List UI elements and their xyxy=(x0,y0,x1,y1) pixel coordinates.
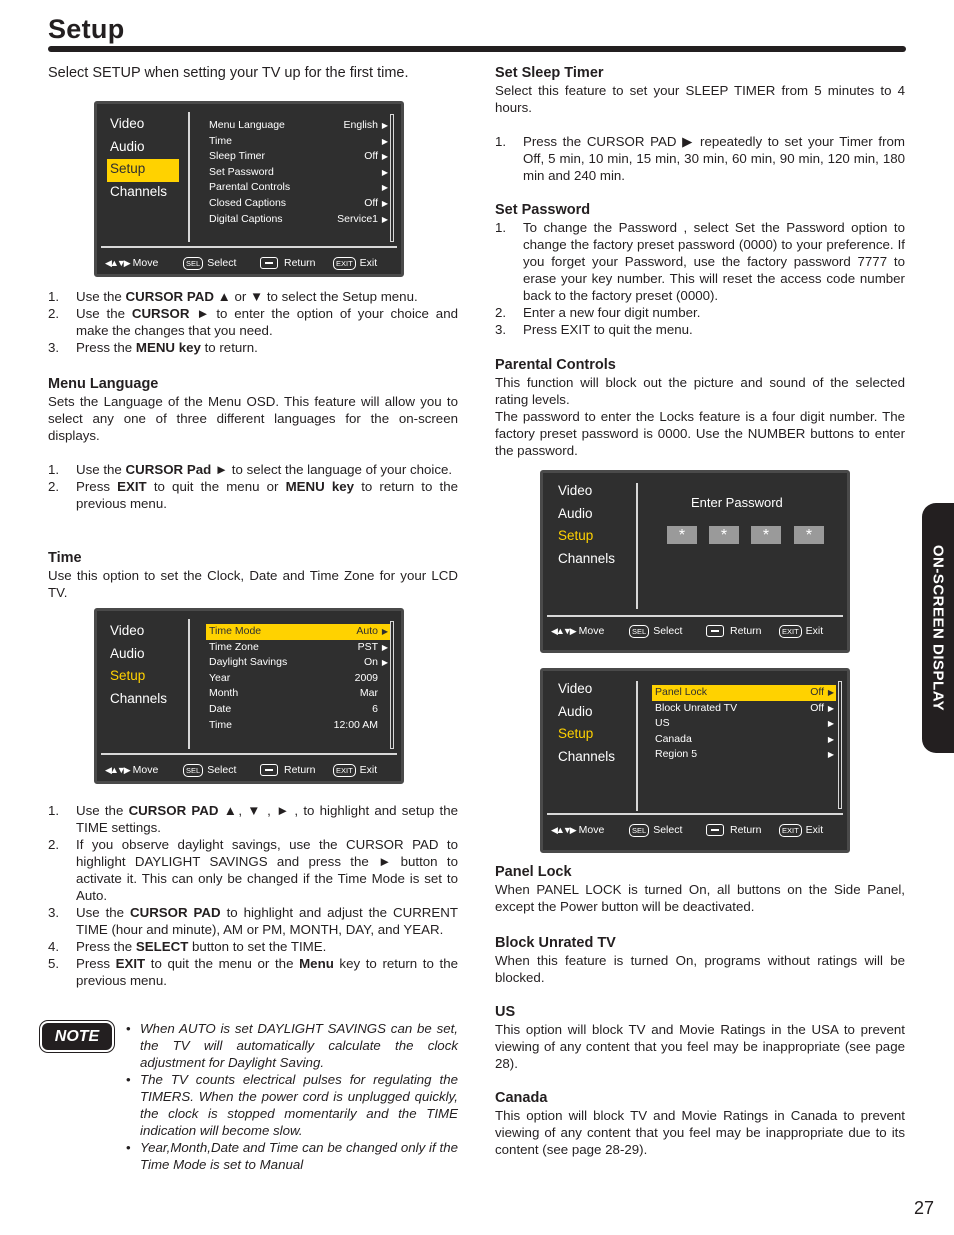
cursor-pad-icon: ◀▲▼▶ xyxy=(551,626,575,637)
osd-footer xyxy=(103,255,395,271)
select-label: Select xyxy=(653,824,683,836)
right-arrow-icon: ▶ xyxy=(381,658,388,668)
step-text: to select the language of your choice. xyxy=(228,462,453,477)
step-number: 1. xyxy=(48,803,60,818)
osd-item-value: Mar xyxy=(359,687,378,700)
osd-item-label: Parental Controls xyxy=(209,181,291,194)
osd-menu-item[interactable] xyxy=(206,702,390,718)
step-item xyxy=(48,339,458,356)
note-bullet-text: When AUTO is set DAYLIGHT SAVINGS can be set, the TV will automatically calculate the clock adjustment for Daylight Saving. xyxy=(140,1021,458,1070)
osd-category-selected[interactable]: Setup xyxy=(107,159,179,182)
osd-category-selected[interactable]: Setup xyxy=(558,726,594,741)
exit-key-icon: EXIT xyxy=(333,257,356,270)
osd-footer-return xyxy=(260,255,316,271)
enter-password-prompt: Enter Password xyxy=(691,495,783,510)
note-bullet: • Year,Month,Date and Time can be changed only if the Time Mode is set to Manual xyxy=(126,1140,458,1172)
exit-key-icon: EXIT xyxy=(779,824,802,837)
note-bullet: • The TV counts electrical pulses for regulating the TIMERS. When the power cord is unplugged quickly, the clock is stopped momentarily and the TIME indication will become slow. xyxy=(126,1072,458,1138)
right-arrow-icon: ▶ xyxy=(381,627,388,636)
step-text: to return to the previous menu. xyxy=(76,479,459,511)
note-badge: NOTE xyxy=(42,1023,112,1050)
step-text: button to set the TIME. xyxy=(188,939,327,954)
osd-categories xyxy=(107,621,179,711)
panel-lock-section xyxy=(495,863,905,915)
osd-item-value: Off xyxy=(364,196,378,209)
osd-menu-item[interactable] xyxy=(652,701,836,717)
osd-menu-item[interactable] xyxy=(206,118,390,134)
osd-item-label: Set Password xyxy=(209,165,274,178)
osd-item-value: English xyxy=(343,119,378,131)
step-text: , ▼ , ► , to highlight and setup the TIME settings. xyxy=(76,803,458,835)
exit-label: Exit xyxy=(359,764,378,776)
return-key-icon xyxy=(706,625,724,637)
osd-menu-item[interactable] xyxy=(206,165,390,181)
right-arrow-icon: ▶ xyxy=(827,688,834,697)
osd-item-label: Panel Lock xyxy=(655,686,707,698)
step-text: to highlight and adjust the CURRENT TIME (hour and minute), AM or PM, MONTH, DAY, and YEAR. xyxy=(76,905,458,937)
return-key-icon xyxy=(260,764,278,776)
osd-item-label: Date xyxy=(209,702,232,715)
osd-item-value: 6 xyxy=(372,702,378,715)
osd-footer-move xyxy=(551,822,604,838)
step-number: 4. xyxy=(48,939,60,954)
osd-footer-select xyxy=(183,762,236,778)
osd-menu-item[interactable] xyxy=(206,718,390,734)
return-label: Return xyxy=(730,625,762,637)
osd-footer-divider xyxy=(547,813,843,815)
osd-item-label: Daylight Savings xyxy=(209,656,288,669)
osd-item-label: US xyxy=(655,717,670,730)
step-item xyxy=(48,305,458,339)
step-text: Use the xyxy=(76,803,129,818)
step-emphasis: CURSOR Pad ► xyxy=(125,462,229,477)
panel-lock-heading: Panel Lock xyxy=(495,864,572,880)
exit-key-icon: EXIT xyxy=(333,764,356,777)
osd-item-value: Service1 xyxy=(337,212,378,225)
password-digit-1[interactable]: * xyxy=(667,526,697,544)
right-arrow-icon: ▶ xyxy=(381,167,388,177)
return-label: Return xyxy=(284,257,316,269)
osd-footer-move xyxy=(105,762,158,778)
step-number: 2. xyxy=(495,305,507,320)
osd-item-label: Time xyxy=(209,134,232,147)
osd-password-menu xyxy=(540,470,850,653)
osd-category[interactable]: Channels xyxy=(558,550,616,566)
osd-menu-item[interactable] xyxy=(206,686,390,702)
osd-menu-item[interactable] xyxy=(206,149,390,165)
exit-label: Exit xyxy=(805,625,824,637)
osd-menu-item[interactable] xyxy=(652,747,836,763)
step-text: Use the xyxy=(76,462,126,477)
osd-category[interactable]: Video xyxy=(558,681,593,696)
section-side-tab xyxy=(922,503,954,753)
osd-footer-select xyxy=(183,255,236,271)
osd-menu-item[interactable] xyxy=(206,134,390,150)
note-bullets xyxy=(124,1020,458,1173)
note-bullet: • When AUTO is set DAYLIGHT SAVINGS can be set, the TV will automatically calculate the clock adjustment for Daylight Saving. xyxy=(126,1021,458,1070)
side-tab-label: ON-SCREEN DISPLAY xyxy=(929,544,947,712)
osd-items xyxy=(652,685,836,763)
cursor-pad-icon: ◀▲▼▶ xyxy=(551,825,575,836)
osd-footer-exit xyxy=(779,623,823,639)
osd-footer-move xyxy=(105,255,158,271)
sleep-timer-body: Select this feature to set your SLEEP TIMER from 5 minutes to 4 hours. xyxy=(495,83,905,115)
step-item xyxy=(48,955,458,989)
cursor-pad-icon: ◀▲▼▶ xyxy=(105,258,129,269)
osd-footer-return xyxy=(706,623,762,639)
osd-item-value: On xyxy=(363,656,378,669)
sel-key-icon: SEL xyxy=(183,257,203,270)
page-title: Setup xyxy=(48,14,125,44)
password-digit-3[interactable]: * xyxy=(751,526,781,544)
setup-steps xyxy=(48,288,458,356)
note-bullet-text: The TV counts electrical pulses for regulating the TIMERS. When the power cord is unplugged quickly, the clock is stopped momentarily and the TIME indication will become slow. xyxy=(140,1072,458,1138)
step-text: to quit the menu or xyxy=(146,479,286,494)
sel-key-icon: SEL xyxy=(183,764,203,777)
setup-steps-list xyxy=(48,288,458,356)
us-heading: US xyxy=(495,1004,516,1020)
osd-item-value: Auto xyxy=(356,625,378,637)
exit-label: Exit xyxy=(805,824,824,836)
step-text: To change the Password , select Set the Password option to change the factory preset password (0000) to your preference. If you forget your Password, use the factory password 7777 to erase your key number. This will reset the access code number back to the factory preset (0000). xyxy=(523,220,905,303)
time-heading: Time xyxy=(48,550,82,566)
right-arrow-icon: ▶ xyxy=(381,136,388,146)
step-number: 2. xyxy=(48,306,60,321)
osd-divider xyxy=(636,483,638,609)
osd-category[interactable]: Audio xyxy=(110,138,145,154)
step-item xyxy=(48,938,458,955)
block-unrated-section xyxy=(495,934,905,986)
menu-language-body: Sets the Language of the Menu OSD. This feature will allow you to select any one of three different languages for the on-screen displays. xyxy=(48,394,458,443)
osd-menu-item[interactable] xyxy=(652,732,836,748)
step-text: If you observe daylight savings, use the CURSOR PAD to highlight DAYLIGHT SAVINGS and press the ► button to activate it. This can only be changed if the Time Mode is set to Auto. xyxy=(76,837,458,903)
sel-key-icon: SEL xyxy=(629,824,649,837)
osd-footer-exit xyxy=(779,822,823,838)
set-password-step xyxy=(495,219,905,304)
osd-menu-item[interactable] xyxy=(206,655,390,671)
set-password-steps xyxy=(495,219,905,338)
right-arrow-icon: ▶ xyxy=(381,642,388,652)
osd-item-label: Time Zone xyxy=(209,640,259,653)
sel-key-icon: SEL xyxy=(629,625,649,638)
osd-category[interactable]: Audio xyxy=(110,645,145,661)
step-emphasis: SELECT xyxy=(135,939,189,954)
osd-item-label: Closed Captions xyxy=(209,196,287,209)
osd-footer xyxy=(549,623,841,639)
osd-footer-select xyxy=(629,822,682,838)
set-password-section xyxy=(495,201,905,338)
time-section xyxy=(48,549,458,601)
return-label: Return xyxy=(284,764,316,776)
osd-setup-menu xyxy=(94,101,404,277)
osd-menu-item[interactable] xyxy=(652,685,836,701)
step-number: 3. xyxy=(495,322,507,337)
sleep-timer-heading: Set Sleep Timer xyxy=(495,65,604,81)
menu-language-heading: Menu Language xyxy=(48,376,159,392)
osd-item-label: Block Unrated TV xyxy=(655,701,738,714)
time-steps xyxy=(48,802,458,989)
right-arrow-icon: ▶ xyxy=(827,719,834,729)
right-arrow-icon: ▶ xyxy=(827,734,834,744)
step-text: Press the CURSOR PAD ▶ repeatedly to set your Timer from Off, 5 min, 10 min, 15 min, 30 min, 60 min, 90 min, 120 min, 180 min and 240 min. xyxy=(523,134,905,183)
note-bullet-text: Year,Month,Date and Time can be changed only if the Time Mode is set to Manual xyxy=(140,1140,458,1172)
return-key-icon xyxy=(260,257,278,269)
osd-item-label: Digital Captions xyxy=(209,212,283,225)
step-emphasis: CURSOR PAD xyxy=(130,905,221,920)
move-label: Move xyxy=(578,824,605,836)
osd-category[interactable]: Audio xyxy=(558,703,593,719)
right-arrow-icon: ▶ xyxy=(381,183,388,193)
canada-section xyxy=(495,1089,905,1158)
osd-divider xyxy=(188,112,190,242)
osd-divider xyxy=(636,681,638,811)
set-password-step xyxy=(495,304,905,321)
osd-item-label: Region 5 xyxy=(655,748,698,761)
menu-language-steps xyxy=(48,461,458,512)
step-item xyxy=(48,478,458,512)
osd-menu-item[interactable] xyxy=(206,624,390,640)
select-label: Select xyxy=(207,764,237,776)
osd-item-value: 2009 xyxy=(354,671,378,684)
osd-footer xyxy=(549,822,841,838)
osd-menu-item[interactable] xyxy=(206,196,390,212)
step-item xyxy=(48,904,458,938)
parental-body-2: The password to enter the Locks feature is a four digit number. The factory preset password is 0000. Use the NUMBER buttons to enter the password. xyxy=(495,409,905,458)
step-text: Press the xyxy=(76,939,136,954)
step-number: 3. xyxy=(48,905,60,920)
osd-footer-exit xyxy=(333,762,377,778)
right-arrow-icon: ▶ xyxy=(827,750,834,760)
select-label: Select xyxy=(653,625,683,637)
canada-heading: Canada xyxy=(495,1090,548,1106)
page-number: 27 xyxy=(913,1198,934,1218)
osd-item-label: Time xyxy=(209,718,232,731)
parental-heading: Parental Controls xyxy=(495,357,616,373)
parental-body-1: This function will block out the picture and sound of the selected rating levels. xyxy=(495,375,905,407)
step-emphasis: CURSOR PAD ▲ xyxy=(128,803,239,818)
osd-categories xyxy=(555,481,627,571)
step-number: 2. xyxy=(48,837,60,852)
osd-category-selected[interactable]: Setup xyxy=(558,528,594,543)
osd-menu-item[interactable] xyxy=(206,180,390,196)
osd-locks-menu xyxy=(540,668,850,853)
step-text: Use the xyxy=(76,306,132,321)
osd-category[interactable]: Video xyxy=(558,483,593,498)
osd-items xyxy=(206,624,390,733)
osd-footer-move xyxy=(551,623,604,639)
osd-item-label: Time Mode xyxy=(209,625,262,637)
osd-item-label: Menu Language xyxy=(209,119,285,131)
sleep-timer-steps xyxy=(495,133,905,184)
osd-time-menu xyxy=(94,608,404,784)
osd-item-label: Month xyxy=(209,687,239,700)
select-label: Select xyxy=(207,257,237,269)
step-item xyxy=(48,836,458,904)
step-text: Press xyxy=(76,479,118,494)
move-label: Move xyxy=(132,764,159,776)
return-label: Return xyxy=(730,824,762,836)
intro-text xyxy=(48,64,458,82)
panel-lock-body: When PANEL LOCK is turned On, all buttons on the Side Panel, except the Power button will be deactivated. xyxy=(495,882,905,914)
step-number: 1. xyxy=(48,289,60,304)
osd-category[interactable]: Video xyxy=(110,116,145,131)
osd-item-value: PST xyxy=(357,640,378,653)
us-section xyxy=(495,1003,905,1072)
title-rule xyxy=(48,46,906,52)
step-text: Use the xyxy=(76,289,126,304)
step-emphasis: MENU key xyxy=(135,340,201,355)
time-steps-list xyxy=(48,802,458,989)
step-emphasis: EXIT xyxy=(115,956,146,971)
step-text: Use the xyxy=(76,905,130,920)
osd-categories xyxy=(555,679,627,769)
step-text: key to return to the previous menu. xyxy=(76,956,458,988)
move-label: Move xyxy=(132,257,159,269)
osd-category[interactable]: Channels xyxy=(110,183,168,199)
parental-section xyxy=(495,356,905,459)
osd-item-value: Off xyxy=(810,701,824,714)
sleep-timer-section xyxy=(495,64,905,184)
osd-footer xyxy=(103,762,395,778)
step-emphasis: Menu xyxy=(299,956,334,971)
password-digit-2[interactable]: * xyxy=(709,526,739,544)
right-arrow-icon: ▶ xyxy=(381,121,388,130)
step-text: Press xyxy=(76,956,116,971)
osd-footer-divider xyxy=(101,246,397,248)
step-number: 1. xyxy=(495,220,507,235)
osd-category[interactable]: Audio xyxy=(558,505,593,521)
osd-item-value: Off xyxy=(810,686,824,698)
us-body: This option will block TV and Movie Ratings in the USA to prevent viewing of any content that you feel may be inappropriate (see page 28). xyxy=(495,1022,905,1071)
osd-menu-item[interactable] xyxy=(652,716,836,732)
osd-category[interactable]: Video xyxy=(110,623,145,638)
osd-menu-item[interactable] xyxy=(206,640,390,656)
osd-item-label: Year xyxy=(209,671,231,684)
right-arrow-icon: ▶ xyxy=(381,198,388,208)
right-arrow-icon: ▶ xyxy=(381,214,388,224)
osd-category-selected[interactable]: Setup xyxy=(110,668,146,683)
osd-scrollbar[interactable] xyxy=(390,114,394,242)
step-number: 1. xyxy=(48,462,60,477)
step-text: to enter the option of your choice and make the changes that you need. xyxy=(76,306,458,338)
return-key-icon xyxy=(706,824,724,836)
osd-footer-divider xyxy=(547,615,843,617)
step-number: 5. xyxy=(48,956,60,971)
osd-footer-select xyxy=(629,623,682,639)
step-number: 3. xyxy=(48,340,60,355)
cursor-pad-icon: ◀▲▼▶ xyxy=(105,765,129,776)
osd-category[interactable]: Channels xyxy=(558,748,616,764)
canada-body: This option will block TV and Movie Ratings in Canada to prevent viewing of any content that you feel may be inappropriate due to its content (see page 28-29). xyxy=(495,1108,905,1157)
set-password-step xyxy=(495,321,905,338)
exit-key-icon: EXIT xyxy=(779,625,802,638)
exit-label: Exit xyxy=(359,257,378,269)
block-unrated-body: When this feature is turned On, programs without ratings will be blocked. xyxy=(495,953,905,985)
step-item xyxy=(48,461,458,478)
osd-item-label: Canada xyxy=(655,732,692,745)
osd-category[interactable]: Channels xyxy=(110,690,168,706)
block-unrated-heading: Block Unrated TV xyxy=(495,935,616,951)
osd-item-value: 12:00 AM xyxy=(333,718,378,731)
osd-items xyxy=(206,118,390,227)
osd-scrollbar[interactable] xyxy=(390,621,394,749)
osd-divider xyxy=(188,619,190,749)
password-digit-4[interactable]: * xyxy=(794,526,824,544)
step-text: to return. xyxy=(200,340,258,355)
step-text: Press EXIT to quit the menu. xyxy=(523,322,693,337)
step-text: Press the xyxy=(76,340,136,355)
set-password-heading: Set Password xyxy=(495,202,591,218)
osd-footer-divider xyxy=(101,753,397,755)
step-text: or ▼ to select the Setup menu. xyxy=(230,289,418,304)
right-arrow-icon: ▶ xyxy=(827,703,834,713)
step-text: to quit the menu or the xyxy=(145,956,300,971)
time-body: Use this option to set the Clock, Date and Time Zone for your LCD TV. xyxy=(48,568,458,600)
step-number: 1. xyxy=(495,134,507,149)
osd-footer-return xyxy=(706,822,762,838)
sleep-timer-step xyxy=(495,133,905,184)
osd-scrollbar[interactable] xyxy=(838,681,842,809)
step-emphasis: MENU key xyxy=(285,479,355,494)
step-emphasis: CURSOR ► xyxy=(131,306,210,321)
osd-footer-return xyxy=(260,762,316,778)
osd-menu-item[interactable] xyxy=(206,212,390,228)
osd-item-label: Sleep Timer xyxy=(209,150,266,163)
step-number: 2. xyxy=(48,479,60,494)
osd-item-value: Off xyxy=(364,150,378,163)
step-emphasis: EXIT xyxy=(117,479,147,494)
menu-language-section xyxy=(48,375,458,512)
osd-categories xyxy=(107,114,179,204)
step-item xyxy=(48,288,458,305)
step-text: Enter a new four digit number. xyxy=(523,305,701,320)
step-item xyxy=(48,802,458,836)
move-label: Move xyxy=(578,625,605,637)
osd-menu-item[interactable] xyxy=(206,671,390,687)
right-arrow-icon: ▶ xyxy=(381,152,388,162)
osd-footer-exit xyxy=(333,255,377,271)
step-emphasis: CURSOR PAD ▲ xyxy=(125,289,231,304)
intro-line: Select SETUP when setting your TV up for the first time. xyxy=(48,65,409,81)
